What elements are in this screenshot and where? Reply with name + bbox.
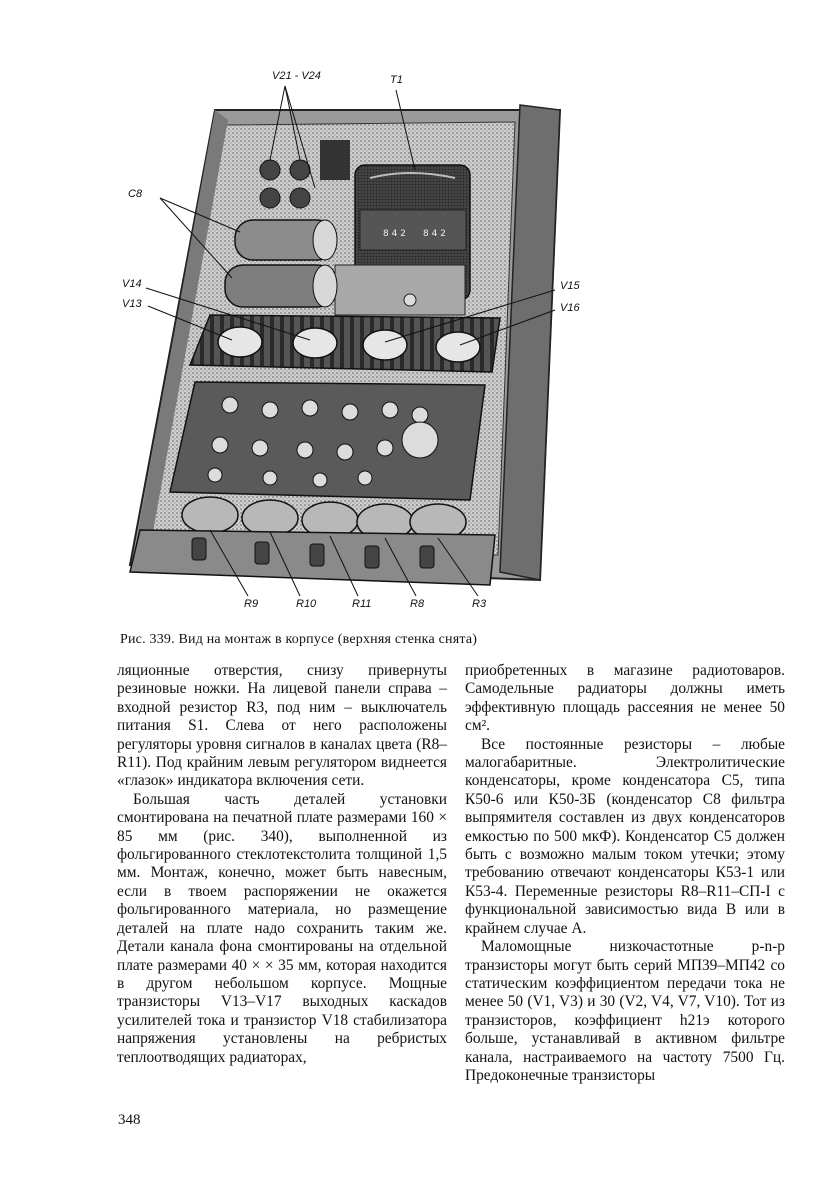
page-number: 348 xyxy=(118,1112,141,1128)
label-r8: R8 xyxy=(410,598,425,610)
transformer-t1 xyxy=(335,165,470,315)
label-v13: V13 xyxy=(122,298,142,310)
paragraph: Маломощные низкочастотные p-n-p транзисторы могут быть серий МП39–МП42 со статическим коэффициентом передачи тока не менее 50 (V1, V3) и 30 (V2, V4, V7, V10). Тот из транзисторов, коэффициент h21э которого больше, устанавливай в активном фильтре канала, настраиваемого на частоту 7500 Гц. Предоконечные транзисторы xyxy=(465,938,785,1084)
label-v14: V14 xyxy=(122,278,142,290)
label-v15: V15 xyxy=(560,280,580,292)
paragraph: приобретенных в магазине радиотоваров. Самодельные радиаторы должны иметь эффективную площадь рассеяния не менее 50 см². xyxy=(465,662,785,735)
svg-text:8 4 2: 8 4 2 xyxy=(383,229,406,239)
figure-339 xyxy=(120,60,600,620)
label-r9: R9 xyxy=(244,598,259,610)
label-c8: C8 xyxy=(128,188,143,200)
paragraph: Большая часть деталей установки смонтирована на печатной плате размерами 160 × 85 мм (рис. 340), выполненной из фольгированного стеклотекстолита толщиной 1,5 мм. Монтаж, конечно, может быть навесным, если в твоем распоряжении не окажется фольгированного материала, но размещение деталей на плате надо сохранить таким же. Детали канала фона смонтированы на отдельной плате размерами 40 × × 35 мм, которая находится в другом небольшом корпусе. Мощные транзисторы V13–V17 выходных каскадов усилителей тока и транзистор V18 стабилизатора напряжения установлены на ребристых теплоотводящих радиаторах, xyxy=(117,790,447,1066)
label-r10: R10 xyxy=(296,598,317,610)
paragraph: Все постоянные резисторы – любые малогабаритные. Электролитические конденсаторы, кроме конденсатора C5, типа К50-6 или К50-3Б (конденсатор C8 фильтра выпрямителя составлен из двух конденсаторов емкостью по 500 мкФ). Конденсатор C5 должен быть с возможно малым током утечки; этому требованию отвечают конденсаторы К53-1 или К53-4. Переменные резисторы R8–R11–СП-I с функциональной зависимостью вида В или в крайнем случае А. xyxy=(465,735,785,937)
figure-caption: Рис. 339. Вид на монтаж в корпусе (верхняя стенка снята) xyxy=(120,632,478,647)
text-column-right xyxy=(465,662,785,1085)
text-column-left xyxy=(117,662,447,1067)
svg-text:8 4 2: 8 4 2 xyxy=(423,229,446,239)
enclosure-photo xyxy=(120,60,600,620)
label-t1: T1 xyxy=(390,74,403,86)
label-r11: R11 xyxy=(352,598,372,610)
paragraph: ляционные отверстия, снизу привернуты резиновые ножки. На лицевой панели справа – входной резистор R3, под ним – выключатель питания S1. Слева от него расположены регуляторы уровня сигналов в каналах цвета (R8–R11). Под крайним левым регулятором виднеется «глазок» индикатора включения сети. xyxy=(117,662,447,790)
label-v21-v24: V21 - V24 xyxy=(272,70,321,82)
label-v16: V16 xyxy=(560,302,580,314)
label-r3: R3 xyxy=(472,598,487,610)
